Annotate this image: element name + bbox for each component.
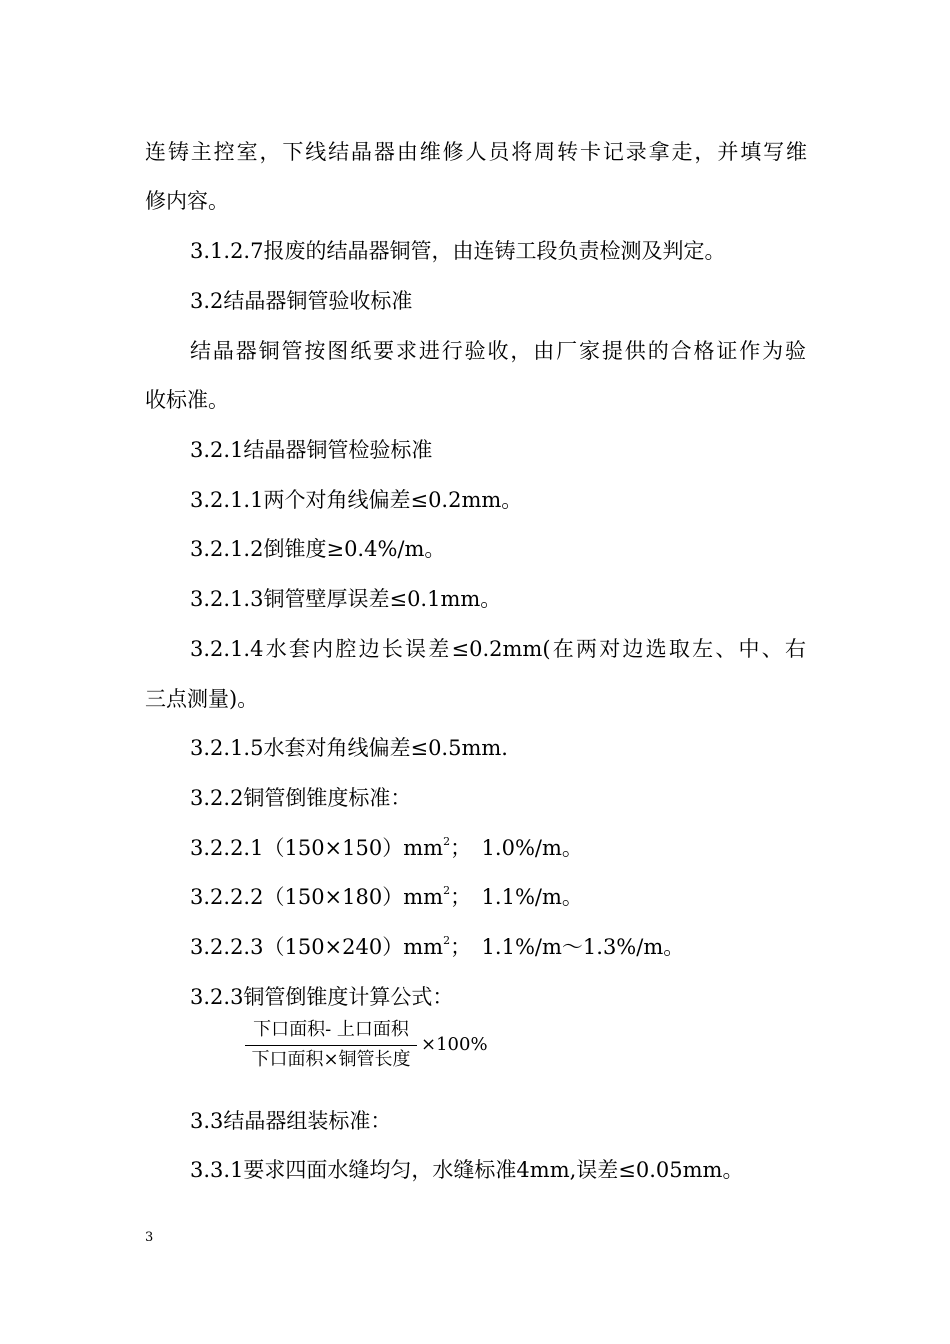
taper-standard-item xyxy=(190,932,684,962)
section-item: 3.2.1.5水套对角线偏差≤0.5mm. xyxy=(190,736,508,760)
paragraph-line: 三点测量)。 xyxy=(145,687,259,711)
taper-standard-suffix: ； 1.1%/m。 xyxy=(450,885,583,909)
section-item: 3.2.1.3铜管壁厚误差≤0.1mm。 xyxy=(190,587,502,611)
taper-standard-prefix: 3.2.2.1（150×150）mm xyxy=(190,836,444,860)
taper-standard-prefix: 3.2.2.2（150×180）mm xyxy=(190,885,444,909)
taper-standard-prefix: 3.2.2.3（150×240）mm xyxy=(190,935,444,959)
section-heading: 3.2.1结晶器铜管检验标准 xyxy=(190,438,433,462)
section-item: 3.3.1要求四面水缝均匀，水缝标准4mm,误差≤0.05mm。 xyxy=(190,1158,744,1182)
fraction-bar xyxy=(245,1045,417,1046)
paragraph-line: 收标准。 xyxy=(145,388,229,412)
section-heading: 3.3结晶器组装标准： xyxy=(190,1109,392,1133)
section-item: 3.1.2.7报废的结晶器铜管，由连铸工段负责检测及判定。 xyxy=(190,239,726,263)
taper-standard-item xyxy=(190,833,583,863)
paragraph-line: 连铸主控室，下线结晶器由维修人员将周转卡记录拿走，并填写维 xyxy=(145,140,807,164)
section-item: 3.2.1.2倒锥度≥0.4%/m。 xyxy=(190,537,446,561)
superscript: 2 xyxy=(443,835,451,848)
taper-standard-suffix: ； 1.1%/m～1.3%/m。 xyxy=(450,935,685,959)
section-item: 3.2.1.1两个对角线偏差≤0.2mm。 xyxy=(190,488,523,512)
section-heading: 3.2.2铜管倒锥度标准： xyxy=(190,786,412,810)
superscript: 2 xyxy=(443,934,451,947)
taper-standard-suffix: ； 1.0%/m。 xyxy=(450,836,583,860)
formula-denominator: 下口面积×铜管长度 xyxy=(251,1049,411,1070)
superscript: 2 xyxy=(443,884,451,897)
formula-numerator: 下口面积- 上口面积 xyxy=(253,1019,409,1040)
taper-standard-item xyxy=(190,882,583,912)
section-heading: 3.2结晶器铜管验收标准 xyxy=(190,289,413,313)
section-item: 3.2.1.4水套内腔边长误差≤0.2mm(在两对边选取左、中、右 xyxy=(190,637,806,661)
page-number: 3 xyxy=(145,1230,154,1245)
formula-multiplier: ×100% xyxy=(421,1034,488,1055)
formula-heading: 3.2.3铜管倒锥度计算公式： xyxy=(190,985,454,1009)
paragraph-line: 修内容。 xyxy=(145,189,229,213)
paragraph-line: 结晶器铜管按图纸要求进行验收，由厂家提供的合格证作为验 xyxy=(190,339,806,363)
